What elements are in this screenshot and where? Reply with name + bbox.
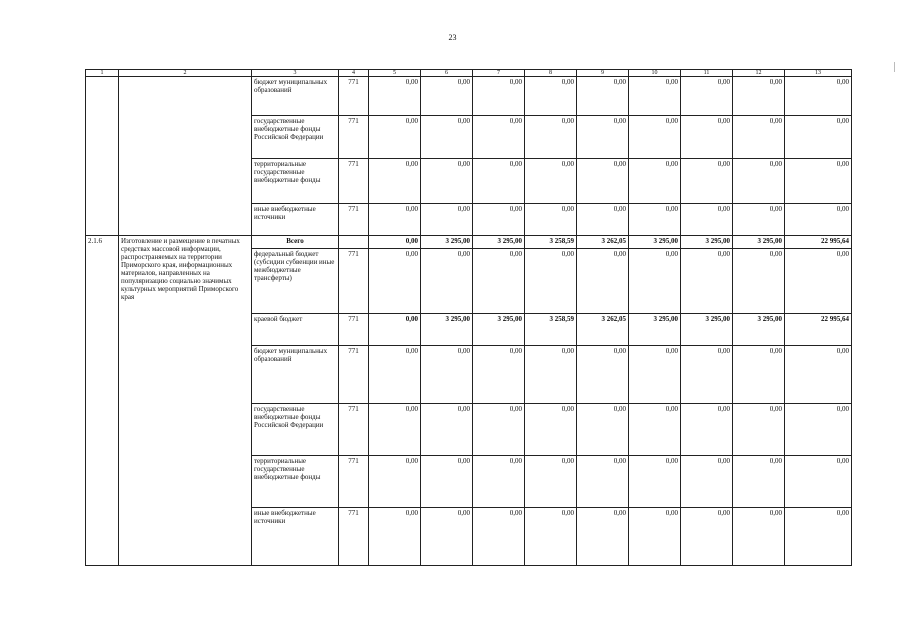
value-cell: 0,00 (473, 77, 525, 116)
value-cell: 0,00 (785, 508, 852, 566)
value-cell: 0,00 (733, 249, 785, 314)
value-cell: 0,00 (421, 77, 473, 116)
value-cell: 3 262,05 (577, 314, 629, 346)
value-cell: 0,00 (369, 508, 421, 566)
budget-code: 771 (339, 404, 369, 456)
section-id: 2.1.6 (86, 236, 119, 566)
value-cell: 0,00 (733, 404, 785, 456)
value-cell: 0,00 (577, 77, 629, 116)
value-cell: 0,00 (681, 249, 733, 314)
budget-table (85, 69, 852, 566)
value-cell: 3 258,59 (525, 236, 577, 249)
value-cell: 0,00 (629, 456, 681, 508)
value-cell: 0,00 (733, 346, 785, 404)
value-cell: 0,00 (473, 404, 525, 456)
value-cell: 0,00 (681, 456, 733, 508)
value-cell: 0,00 (525, 77, 577, 116)
value-cell: 0,00 (421, 456, 473, 508)
column-number-header: 8 (525, 70, 577, 77)
value-cell: 0,00 (785, 159, 852, 204)
value-cell: 22 995,64 (785, 236, 852, 249)
value-cell: 0,00 (525, 204, 577, 236)
value-cell: 0,00 (473, 249, 525, 314)
budget-code: 771 (339, 456, 369, 508)
value-cell: 0,00 (369, 236, 421, 249)
value-cell: 3 295,00 (681, 314, 733, 346)
value-cell: 0,00 (525, 159, 577, 204)
value-cell: 0,00 (525, 249, 577, 314)
column-number-header: 7 (473, 70, 525, 77)
value-cell: 0,00 (733, 456, 785, 508)
value-cell: 0,00 (681, 346, 733, 404)
value-cell: 3 295,00 (629, 314, 681, 346)
value-cell: 3 295,00 (733, 236, 785, 249)
value-cell: 0,00 (473, 116, 525, 159)
value-cell: 0,00 (473, 204, 525, 236)
budget-code: 771 (339, 77, 369, 116)
value-cell: 0,00 (473, 456, 525, 508)
budget-code: 771 (339, 159, 369, 204)
page-number: 23 (448, 33, 457, 42)
value-cell: 0,00 (421, 346, 473, 404)
column-number-header: 13 (785, 70, 852, 77)
value-cell: 0,00 (369, 204, 421, 236)
budget-code: 771 (339, 204, 369, 236)
funding-source: территориальные государственные внебюджетные фонды (252, 456, 339, 508)
value-cell: 0,00 (785, 77, 852, 116)
value-cell: 0,00 (733, 77, 785, 116)
value-cell: 0,00 (629, 508, 681, 566)
value-cell: 3 295,00 (421, 314, 473, 346)
value-cell: 0,00 (369, 404, 421, 456)
value-cell: 0,00 (681, 204, 733, 236)
budget-code: 771 (339, 508, 369, 566)
value-cell: 0,00 (421, 404, 473, 456)
value-cell: 0,00 (681, 404, 733, 456)
column-number-header: 2 (119, 70, 252, 77)
value-cell: 0,00 (733, 116, 785, 159)
value-cell: 0,00 (369, 456, 421, 508)
value-cell: 22 995,64 (785, 314, 852, 346)
column-number-header: 11 (681, 70, 733, 77)
funding-source: иные внебюджетные источники (252, 204, 339, 236)
value-cell: 0,00 (421, 508, 473, 566)
section-title: Изготовление и размещение в печатных средствах массовой информации, распространяемых на территории Приморского края, информационных материалов, направленных на популяризацию социально значимых культурных мероприятий Приморского края (119, 236, 252, 566)
value-cell: 3 262,05 (577, 236, 629, 249)
funding-source: территориальные государственные внебюджетные фонды (252, 159, 339, 204)
budget-code: 771 (339, 314, 369, 346)
table-row (86, 236, 852, 249)
budget-code: 771 (339, 249, 369, 314)
value-cell: 0,00 (369, 77, 421, 116)
value-cell: 3 258,59 (525, 314, 577, 346)
budget-code (339, 236, 369, 249)
funding-source: краевой бюджет (252, 314, 339, 346)
value-cell: 3 295,00 (473, 236, 525, 249)
funding-source: бюджет муниципальных образований (252, 346, 339, 404)
column-number-header: 10 (629, 70, 681, 77)
value-cell: 0,00 (785, 456, 852, 508)
value-cell: 0,00 (525, 456, 577, 508)
value-cell: 0,00 (629, 346, 681, 404)
table-row (86, 77, 852, 116)
value-cell: 0,00 (733, 204, 785, 236)
funding-source: иные внебюджетные источники (252, 508, 339, 566)
header-row (86, 70, 852, 77)
column-number-header: 4 (339, 70, 369, 77)
budget-code: 771 (339, 116, 369, 159)
value-cell: 0,00 (681, 116, 733, 159)
funding-source: государственные внебюджетные фонды Российской Федерации (252, 116, 339, 159)
value-cell: 0,00 (525, 116, 577, 159)
value-cell: 3 295,00 (629, 236, 681, 249)
value-cell: 0,00 (577, 508, 629, 566)
value-cell: 0,00 (577, 159, 629, 204)
value-cell: 0,00 (577, 404, 629, 456)
value-cell: 0,00 (577, 456, 629, 508)
value-cell: 0,00 (421, 159, 473, 204)
value-cell: 0,00 (369, 116, 421, 159)
value-cell: 0,00 (369, 314, 421, 346)
value-cell: 0,00 (421, 116, 473, 159)
empty-id-cell (86, 77, 119, 236)
value-cell: 0,00 (681, 508, 733, 566)
value-cell: 0,00 (733, 508, 785, 566)
value-cell: 0,00 (577, 346, 629, 404)
value-cell: 0,00 (577, 204, 629, 236)
funding-source: бюджет муниципальных образований (252, 77, 339, 116)
value-cell: 3 295,00 (473, 314, 525, 346)
value-cell: 0,00 (369, 346, 421, 404)
value-cell: 0,00 (785, 116, 852, 159)
value-cell: 0,00 (473, 508, 525, 566)
value-cell: 0,00 (785, 346, 852, 404)
value-cell: 0,00 (785, 404, 852, 456)
value-cell: 0,00 (525, 404, 577, 456)
value-cell: 0,00 (577, 249, 629, 314)
value-cell: 0,00 (525, 346, 577, 404)
value-cell: 0,00 (577, 116, 629, 159)
value-cell: 0,00 (629, 77, 681, 116)
value-cell: 0,00 (681, 159, 733, 204)
value-cell: 0,00 (421, 204, 473, 236)
value-cell: 3 295,00 (733, 314, 785, 346)
column-number-header: 3 (252, 70, 339, 77)
value-cell: 0,00 (369, 249, 421, 314)
column-number-header: 1 (86, 70, 119, 77)
empty-title-cell (119, 77, 252, 236)
value-cell: 0,00 (629, 159, 681, 204)
value-cell: 0,00 (525, 508, 577, 566)
value-cell: 0,00 (473, 159, 525, 204)
column-number-header: 5 (369, 70, 421, 77)
column-number-header: 9 (577, 70, 629, 77)
funding-source: Всего (252, 236, 339, 249)
value-cell: 0,00 (421, 249, 473, 314)
funding-source: федеральный бюджет (субсидии субвенции иные межбюджетные трансферты) (252, 249, 339, 314)
value-cell: 0,00 (681, 77, 733, 116)
value-cell: 0,00 (785, 249, 852, 314)
value-cell: 0,00 (629, 404, 681, 456)
column-number-header: 6 (421, 70, 473, 77)
scan-mark (894, 62, 895, 72)
value-cell: 0,00 (629, 249, 681, 314)
value-cell: 0,00 (473, 346, 525, 404)
value-cell: 3 295,00 (681, 236, 733, 249)
budget-code: 771 (339, 346, 369, 404)
value-cell: 0,00 (369, 159, 421, 204)
value-cell: 3 295,00 (421, 236, 473, 249)
column-number-header: 12 (733, 70, 785, 77)
funding-source: государственные внебюджетные фонды Российской Федерации (252, 404, 339, 456)
value-cell: 0,00 (629, 204, 681, 236)
table-body (86, 70, 852, 566)
value-cell: 0,00 (733, 159, 785, 204)
value-cell: 0,00 (785, 204, 852, 236)
value-cell: 0,00 (629, 116, 681, 159)
